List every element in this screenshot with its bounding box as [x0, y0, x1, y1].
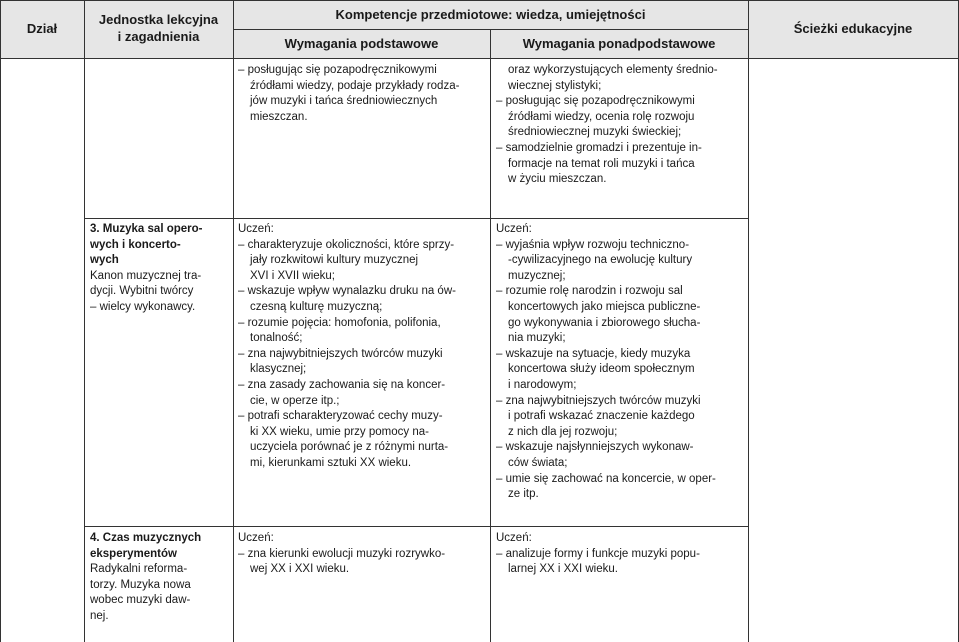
- advanced-text-line: Uczeń:: [496, 532, 532, 544]
- row-3-topic: [90, 531, 230, 625]
- advanced-text-line: ze itp.: [508, 488, 539, 501]
- advanced-text-line: go wykonywania i zbiorowego słucha-: [508, 316, 701, 329]
- header-dzial: Dział: [26, 21, 58, 36]
- row-2-topic: [90, 222, 230, 316]
- column-border-4: [748, 0, 749, 642]
- column-border-2: [233, 0, 234, 642]
- basic-text-line: wej XX i XXI wieku.: [250, 563, 350, 576]
- basic-text-line: tonalność;: [250, 332, 303, 345]
- header-kompetencje: Kompetencje przedmiotowe: wiedza, umiejętności: [335, 7, 646, 22]
- column-border-1: [84, 0, 85, 642]
- topic-text-line: dycji. Wybitni twórcy: [90, 285, 194, 298]
- advanced-text-line: wiecznej stylistyki;: [508, 79, 602, 92]
- advanced-text-line: – wskazuje najsłynniejszych wykonaw-: [496, 441, 694, 454]
- advanced-text-line: z nich dla jej rozwoju;: [508, 425, 618, 438]
- header-jednostka-line-2: i zagadnienia: [117, 29, 200, 44]
- topic-text-line: wobec muzyki daw-: [90, 594, 191, 607]
- basic-text-line: – zna najwybitniejszych twórców muzyki: [238, 347, 443, 360]
- topic-text-line: 4. Czas muzycznych: [90, 532, 202, 544]
- basic-text-line: – rozumie pojęcia: homofonia, polifonia,: [238, 316, 441, 329]
- advanced-text-line: – posługując się pozapodręcznikowymi: [496, 95, 695, 108]
- topic-text-line: torzy. Muzyka nowa: [90, 578, 191, 591]
- basic-text-line: mi, kierunkami sztuki XX wieku.: [250, 456, 412, 469]
- basic-text-line: XVI i XVII wieku;: [250, 269, 336, 282]
- basic-text-line: czesną kulturę muzyczną;: [250, 300, 383, 313]
- advanced-text-line: – zna najwybitniejszych twórców muzyki: [496, 394, 701, 407]
- topic-text-line: wych: [90, 254, 119, 267]
- row-2-basic: [238, 222, 487, 472]
- header-jednostka: [84, 11, 233, 45]
- advanced-text-line: koncertowa służy ideom społecznym: [508, 363, 695, 376]
- row-divider-1: [84, 218, 749, 219]
- basic-text-line: – posługując się pozapodręcznikowymi: [238, 64, 437, 76]
- advanced-text-line: muzycznej;: [508, 269, 566, 282]
- advanced-text-line: i potrafi wskazać znaczenie każdego: [508, 410, 695, 423]
- advanced-text-line: – wskazuje na sytuacje, kiedy muzyka: [496, 347, 691, 360]
- topic-text-line: wych i koncerto-: [90, 238, 181, 251]
- advanced-text-line: w życiu mieszczan.: [508, 173, 607, 186]
- basic-text-line: jały rozkwitowi kultury muzycznej: [250, 254, 419, 267]
- advanced-text-line: – rozumie rolę narodzin i rozwoju sal: [496, 285, 683, 298]
- topic-text-line: nej.: [90, 609, 109, 622]
- advanced-text-line: Uczeń:: [496, 223, 532, 235]
- row-3-basic: [238, 531, 487, 578]
- advanced-text-line: larnej XX i XXI wieku.: [508, 563, 618, 576]
- basic-text-line: – potrafi scharakteryzować cechy muzy-: [238, 410, 443, 423]
- header-jednostka-line-1: Jednostka lekcyjna: [98, 12, 219, 27]
- basic-text-line: Uczeń:: [238, 532, 274, 544]
- advanced-text-line: -cywilizacyjnego na ewolucję kultury: [508, 254, 693, 267]
- basic-text-line: cie, w operze itp.;: [250, 394, 340, 407]
- advanced-text-line: źródłami wiedzy, ocenia rolę rozwoju: [508, 110, 695, 123]
- row-divider-2: [84, 526, 749, 527]
- table-border-top: [0, 0, 959, 1]
- advanced-text-line: – wyjaśnia wpływ rozwoju techniczno-: [496, 238, 690, 251]
- header-bottom-line: [0, 58, 959, 59]
- basic-text-line: jów muzyki i tańca średniowiecznych: [250, 95, 438, 108]
- topic-text-line: eksperymentów: [90, 547, 177, 560]
- basic-text-line: – zna zasady zachowania się na koncer-: [238, 378, 446, 391]
- advanced-text-line: – samodzielnie gromadzi i prezentuje in-: [496, 141, 702, 154]
- header-podstawowe: Wymagania podstawowe: [284, 36, 439, 51]
- advanced-text-line: – umie się zachować na koncercie, w oper-: [496, 472, 716, 485]
- header-sciezki: Ścieżki edukacyjne: [793, 21, 913, 36]
- advanced-text-line: koncertowych jako miejsca publiczne-: [508, 300, 701, 313]
- advanced-text-line: nia muzyki;: [508, 332, 566, 345]
- basic-text-line: – wskazuje wpływ wynalazku druku na ów-: [238, 285, 456, 298]
- advanced-text-line: formacje na temat roli muzyki i tańca: [508, 157, 695, 170]
- advanced-text-line: – analizuje formy i funkcje muzyki popu-: [496, 547, 700, 560]
- advanced-text-line: oraz wykorzystujących elementy średnio-: [508, 64, 718, 76]
- row-3-advanced: [496, 531, 745, 578]
- basic-text-line: – zna kierunki ewolucji muzyki rozrywko-: [238, 547, 446, 560]
- column-border-left: [0, 0, 1, 642]
- basic-text-line: źródłami wiedzy, podaje przykłady rodza-: [250, 79, 460, 92]
- advanced-text-line: ców świata;: [508, 456, 568, 469]
- topic-text-line: 3. Muzyka sal opero-: [90, 223, 203, 235]
- topic-text-line: Kanon muzycznej tra-: [90, 269, 202, 282]
- basic-text-line: ki XX wieku, umie przy pomocy na-: [250, 425, 429, 438]
- header-ponadpodstawowe: Wymagania ponadpodstawowe: [522, 36, 716, 51]
- basic-text-line: uczyciela porównać je z różnymi nurta-: [250, 441, 449, 454]
- row-2-advanced: [496, 222, 745, 503]
- topic-text-line: – wielcy wykonawcy.: [90, 300, 196, 313]
- column-border-3: [490, 29, 491, 642]
- basic-text-line: Uczeń:: [238, 223, 274, 235]
- advanced-text-line: średniowiecznej muzyki świeckiej;: [508, 126, 682, 139]
- advanced-text-line: i narodowym;: [508, 378, 577, 391]
- basic-text-line: – charakteryzuje okoliczności, które sprzy-: [238, 238, 455, 251]
- basic-text-line: klasycznej;: [250, 363, 307, 376]
- basic-text-line: mieszczan.: [250, 110, 308, 123]
- row-1-advanced: [496, 63, 745, 188]
- topic-text-line: Radykalni reforma-: [90, 563, 188, 576]
- row-1-basic: [238, 63, 487, 125]
